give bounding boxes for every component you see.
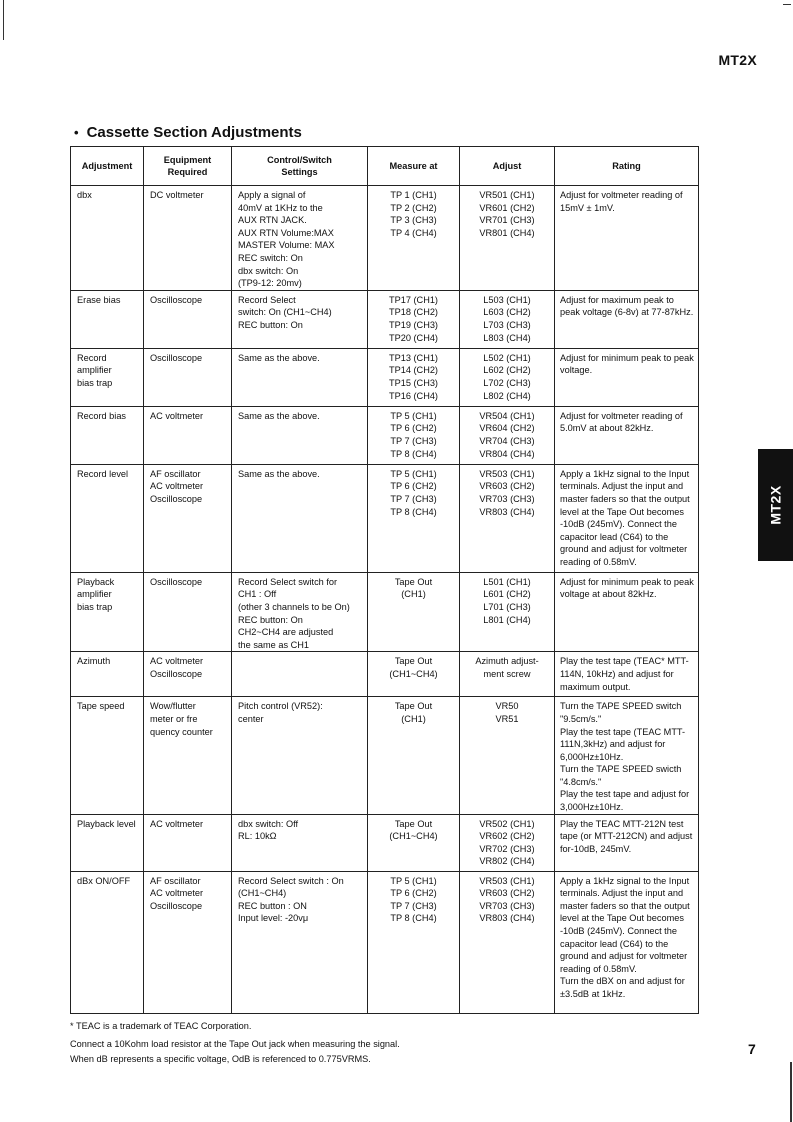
measure-cell-line: TP 2 (CH2): [390, 202, 437, 213]
table-row: [71, 652, 699, 697]
measure-cell: [368, 290, 460, 348]
equipment-cell-line: Oscilloscope: [150, 668, 203, 679]
control-cell-line: REC button: On: [238, 614, 303, 625]
measure-cell-line: TP 7 (CH3): [390, 900, 437, 911]
scan-edge-line-right: [790, 1062, 792, 1122]
measure-cell-line: TP 8 (CH4): [390, 448, 437, 459]
control-cell-line: REC button: On: [238, 319, 303, 330]
equipment-cell-line: DC voltmeter: [150, 190, 204, 200]
equipment-cell: [144, 652, 232, 697]
equipment-cell: [144, 186, 232, 291]
adjust-cell-line: VR703 (CH3): [479, 493, 535, 504]
control-cell-line: Same as the above.: [238, 410, 320, 421]
adjust-cell: [460, 652, 555, 697]
adjust-cell-line: L701 (CH3): [483, 601, 531, 612]
adjust-cell-line: VR803 (CH4): [479, 913, 535, 924]
rating-cell: [555, 572, 699, 652]
section-title-text: Cassette Section Adjustments: [86, 124, 302, 141]
adjust-cell-line: L502 (CH1): [483, 352, 531, 363]
adjustment-cell: [71, 290, 144, 348]
equipment-cell: [144, 697, 232, 814]
rating-cell-line: Turn the TAPE SPEED swicth "4.8cm/s.": [560, 764, 682, 787]
measure-cell-line: TP 6 (CH2): [390, 481, 437, 492]
adjust-cell: [460, 697, 555, 814]
adjust-cell-line: L503 (CH1): [483, 294, 531, 305]
equipment-cell: [144, 290, 232, 348]
rating-cell: [555, 186, 699, 291]
adjustment-cell-line: amplifier: [77, 365, 112, 376]
adjust-cell: [460, 871, 555, 1013]
adjust-cell-line: VR51: [495, 713, 519, 724]
adjust-cell-line: VR702 (CH3): [479, 843, 535, 854]
measure-cell-line: Tape Out: [394, 576, 433, 587]
rating-cell-line: Apply a 1kHz signal to the Input terminals. Adjust the input and master faders so that the output level at the Tape Out becomes -10dB (245mV). Connect the capacitor lead (C64) to the ground and adjust for voltmeter reading of 0.58mV.: [560, 468, 690, 567]
control-cell-line: AUX RTN JACK.: [238, 215, 307, 226]
equipment-cell-line: AC voltmeter: [150, 818, 204, 829]
adjust-cell-line: VR601 (CH2): [479, 202, 535, 213]
measure-cell-line: TP 3 (CH3): [390, 215, 437, 226]
adjustment-cell: [71, 814, 144, 871]
adjust-cell-line: VR603 (CH2): [479, 888, 535, 899]
measure-cell-line: (CH1): [401, 589, 426, 600]
adjust-cell-line: Azimuth adjust-: [475, 656, 539, 667]
measure-cell-line: TP15 (CH3): [388, 377, 438, 388]
adjust-cell-line: VR804 (CH4): [479, 448, 535, 459]
control-cell-line: Same as the above.: [238, 352, 320, 363]
control-cell-line: RL: 10kΩ: [238, 831, 277, 842]
equipment-cell-line: Oscilloscope: [150, 352, 203, 363]
control-cell-line: 40mV at 1KHz to the: [238, 202, 323, 213]
rating-cell-line: Adjust for maximum peak to peak voltage (6-8v) at 77-87kHz.: [560, 294, 694, 318]
measure-cell-line: TP13 (CH1): [388, 352, 438, 363]
table-row: [71, 814, 699, 871]
control-cell-line: CH2~CH4 are adjusted: [238, 627, 334, 638]
adjust-cell: [460, 814, 555, 871]
rating-cell-line: Turn the TAPE SPEED switch "9.5cm/s.": [560, 701, 682, 724]
rating-cell: [555, 697, 699, 814]
rating-cell-line: Adjust for voltmeter reading of 15mV ± 1mV.: [560, 190, 683, 213]
footnote-load: Connect a 10Kohm load resistor at the Tape Out jack when measuring the signal.: [70, 1039, 400, 1049]
adjust-cell-line: VR501 (CH1): [479, 190, 535, 200]
measure-cell-line: TP 5 (CH1): [390, 410, 437, 421]
measure-cell: [368, 871, 460, 1013]
equipment-cell-line: Wow/flutter: [150, 701, 196, 712]
control-cell-line: dbx switch: Off: [238, 818, 299, 829]
measure-cell-line: TP 5 (CH1): [390, 875, 437, 886]
adjustment-cell: [71, 464, 144, 572]
equipment-cell-line: Oscilloscope: [150, 576, 203, 587]
rating-cell: [555, 464, 699, 572]
table-row: [71, 871, 699, 1013]
adjustment-cell-line: Record level: [77, 468, 129, 479]
rating-cell: [555, 348, 699, 406]
adjust-cell-line: VR703 (CH3): [479, 900, 535, 911]
adjust-cell-line: VR504 (CH1): [479, 410, 535, 421]
equipment-cell: [144, 464, 232, 572]
control-cell-line: REC button : ON: [238, 900, 307, 911]
adjust-cell-line: VR603 (CH2): [479, 481, 535, 492]
rating-cell: [555, 871, 699, 1013]
measure-cell: [368, 186, 460, 291]
adjustment-cell: [71, 652, 144, 697]
adjust-cell-line: VR502 (CH1): [479, 818, 535, 829]
table-row: [71, 290, 699, 348]
adjustment-cell-line: Record bias: [77, 410, 127, 421]
control-cell: [232, 652, 368, 697]
measure-cell-line: TP17 (CH1): [388, 294, 438, 305]
footnote-reference: When dB represents a specific voltage, OdB is referenced to 0.775VRMS.: [70, 1054, 371, 1064]
measure-cell: [368, 348, 460, 406]
side-tab: [758, 449, 793, 561]
control-cell: [232, 572, 368, 652]
control-cell: [232, 406, 368, 464]
adjust-cell-line: L803 (CH4): [483, 332, 531, 343]
equipment-cell: [144, 572, 232, 652]
adjust-cell-line: L703 (CH3): [483, 319, 531, 330]
bullet-icon: •: [74, 125, 79, 140]
adjust-cell-line: L802 (CH4): [483, 390, 531, 401]
adjustment-cell-line: bias trap: [77, 377, 113, 388]
rating-cell-line: Play the test tape (TEAC* MTT-114N, 10kHz) and adjust for maximum output.: [560, 656, 689, 692]
control-cell-line: Apply a signal of: [238, 190, 306, 200]
control-cell: [232, 186, 368, 291]
adjust-cell: [460, 186, 555, 291]
adjustment-cell: [71, 697, 144, 814]
adjustment-cell: [71, 871, 144, 1013]
adjust-cell-line: L702 (CH3): [483, 377, 531, 388]
rating-cell: [555, 652, 699, 697]
measure-cell-line: TP19 (CH3): [388, 319, 438, 330]
measure-cell-line: TP 7 (CH3): [390, 493, 437, 504]
adjustment-cell-line: bias trap: [77, 601, 113, 612]
equipment-cell-line: Oscilloscope: [150, 900, 203, 911]
control-cell-line: Record Select: [238, 294, 296, 305]
adjust-cell-line: VR604 (CH2): [479, 423, 535, 434]
adjust-cell-line: VR704 (CH3): [479, 435, 535, 446]
adjust-cell-line: VR802 (CH4): [479, 856, 535, 867]
equipment-cell: [144, 814, 232, 871]
header-adjustment: Adjustment: [71, 147, 144, 186]
footnote-trademark: * TEAC is a trademark of TEAC Corporation.: [70, 1021, 252, 1031]
control-cell-line: Input level: -20vμ: [238, 913, 309, 924]
measure-cell-line: TP16 (CH4): [388, 390, 438, 401]
rating-cell-line: Adjust for minimum peak to peak voltage.: [560, 352, 694, 376]
control-cell-line: switch: On (CH1~CH4): [238, 307, 332, 318]
adjust-cell-line: VR701 (CH3): [479, 215, 535, 226]
adjust-cell-line: L601 (CH2): [483, 589, 531, 600]
control-cell-line: Record Select switch : On: [238, 875, 344, 886]
adjust-cell: [460, 348, 555, 406]
adjust-cell-line: VR50: [495, 701, 519, 712]
table-row: [71, 464, 699, 572]
header-adjust: Adjust: [460, 147, 555, 186]
adjust-cell-line: L603 (CH2): [483, 307, 531, 318]
control-cell-line: AUX RTN Volume:MAX: [238, 227, 334, 238]
header-measure: Measure at: [368, 147, 460, 186]
adjustments-table: [70, 146, 699, 1014]
adjust-cell-line: VR602 (CH2): [479, 831, 535, 842]
adjustment-cell-line: Azimuth: [77, 656, 111, 667]
measure-cell: [368, 652, 460, 697]
adjust-cell-line: ment screw: [483, 668, 531, 679]
adjustment-cell-line: dbx: [77, 190, 92, 200]
adjustment-cell: [71, 572, 144, 652]
equipment-cell-line: quency counter: [150, 726, 213, 737]
rating-cell-line: Play the test tape (TEAC MTT-111N,3kHz) and adjust for 6,000Hz±10Hz.: [560, 726, 686, 762]
adjustment-cell-line: Playback: [77, 576, 115, 587]
control-cell-line: REC switch: On: [238, 252, 303, 263]
adjustment-cell-line: Playback level: [77, 818, 136, 829]
section-title: [74, 124, 302, 141]
control-cell-line: MASTER Volume: MAX: [238, 240, 335, 251]
control-cell-line: (CH1~CH4): [238, 888, 287, 899]
adjustment-cell: [71, 348, 144, 406]
table-header-row: [71, 147, 699, 186]
adjust-cell-line: L501 (CH1): [483, 576, 531, 587]
equipment-cell-line: AC voltmeter: [150, 410, 204, 421]
adjust-cell: [460, 464, 555, 572]
measure-cell-line: TP 5 (CH1): [390, 468, 437, 479]
control-cell-line: the same as CH1: [238, 639, 309, 650]
header-rating: Rating: [555, 147, 699, 186]
equipment-cell-line: AC voltmeter: [150, 481, 204, 492]
adjustment-cell-line: amplifier: [77, 589, 112, 600]
equipment-cell-line: AC voltmeter: [150, 656, 204, 667]
rating-cell-line: Play the TEAC MTT-212N test tape (or MTT-212CN) and adjust for-10dB, 245mV.: [560, 818, 693, 854]
control-cell-line: dbx switch: On: [238, 265, 299, 276]
equipment-cell: [144, 406, 232, 464]
measure-cell-line: TP14 (CH2): [388, 365, 438, 376]
rating-cell-line: Adjust for voltmeter reading of 5.0mV at about 82kHz.: [560, 410, 683, 434]
control-cell-line: center: [238, 713, 264, 724]
control-cell: [232, 290, 368, 348]
measure-cell-line: TP20 (CH4): [388, 332, 438, 343]
rating-cell: [555, 290, 699, 348]
side-tab-label: MT2X: [767, 485, 784, 525]
adjustment-cell-line: Erase bias: [77, 294, 121, 305]
adjust-cell: [460, 406, 555, 464]
adjustment-cell: [71, 406, 144, 464]
control-cell: [232, 871, 368, 1013]
rating-cell: [555, 406, 699, 464]
rating-cell: [555, 814, 699, 871]
measure-cell-line: Tape Out: [394, 656, 433, 667]
control-cell-line: Record Select switch for: [238, 576, 338, 587]
measure-cell-line: TP 6 (CH2): [390, 888, 437, 899]
rating-cell-line: Play the test tape and adjust for 3,000Hz±10Hz.: [560, 789, 690, 813]
measure-cell: [368, 464, 460, 572]
adjust-cell-line: VR801 (CH4): [479, 227, 535, 238]
equipment-cell-line: meter or fre: [150, 713, 198, 724]
measure-cell: [368, 697, 460, 814]
equipment-cell: [144, 348, 232, 406]
measure-cell-line: TP 8 (CH4): [390, 913, 437, 924]
control-cell-line: (TP9-12: 20mv): [238, 278, 302, 289]
measure-cell: [368, 572, 460, 652]
equipment-cell: [144, 871, 232, 1013]
rating-cell-line: Turn the dBX on and adjust for ±3.5dB at 1kHz.: [560, 976, 685, 999]
adjustment-cell-line: Tape speed: [77, 701, 125, 712]
adjust-cell-line: L801 (CH4): [483, 614, 531, 625]
measure-cell-line: TP18 (CH2): [388, 307, 438, 318]
control-cell-line: (other 3 channels to be On): [238, 601, 350, 612]
equipment-cell-line: Oscilloscope: [150, 294, 203, 305]
control-cell: [232, 348, 368, 406]
rating-cell-line: Adjust for minimum peak to peak voltage at about 82kHz.: [560, 576, 694, 600]
equipment-cell-line: AF oscillator: [150, 875, 201, 886]
measure-cell: [368, 814, 460, 871]
control-cell: [232, 697, 368, 814]
model-id: MT2X: [718, 52, 757, 68]
table-row: [71, 186, 699, 291]
adjust-cell-line: VR503 (CH1): [479, 875, 535, 886]
adjustment-cell: [71, 186, 144, 291]
measure-cell: [368, 406, 460, 464]
measure-cell-line: TP 8 (CH4): [390, 506, 437, 517]
adjust-cell-line: L602 (CH2): [483, 365, 531, 376]
measure-cell-line: Tape Out: [394, 818, 433, 829]
control-cell-line: Pitch control (VR52):: [238, 701, 323, 712]
header-control: Control/Switch Settings: [232, 147, 368, 186]
control-cell-line: Same as the above.: [238, 468, 320, 479]
measure-cell-line: (CH1~CH4): [389, 831, 438, 842]
adjust-cell: [460, 290, 555, 348]
equipment-cell-line: AC voltmeter: [150, 888, 204, 899]
measure-cell-line: TP 4 (CH4): [390, 227, 437, 238]
scan-edge-mark: [783, 4, 791, 5]
adjust-cell: [460, 572, 555, 652]
rating-cell-line: Apply a 1kHz signal to the Input terminals. Adjust the input and master faders so that the output level at the Tape Out becomes -10dB (245mV). Connect the capacitor lead (C64) to the ground and adjust for voltmeter reading of 0.58mV.: [560, 875, 690, 974]
control-cell: [232, 814, 368, 871]
page-number: 7: [748, 1041, 756, 1057]
adjustment-cell-line: dBx ON/OFF: [77, 875, 131, 886]
scan-edge-line: [3, 0, 4, 40]
measure-cell-line: TP 1 (CH1): [390, 190, 437, 200]
adjust-cell-line: VR803 (CH4): [479, 506, 535, 517]
measure-cell-line: (CH1~CH4): [389, 668, 438, 679]
table-row: [71, 572, 699, 652]
adjustment-cell-line: Record: [77, 352, 107, 363]
adjust-cell-line: VR503 (CH1): [479, 468, 535, 479]
table-row: [71, 406, 699, 464]
equipment-cell-line: AF oscillator: [150, 468, 201, 479]
measure-cell-line: Tape Out: [394, 701, 433, 712]
equipment-cell-line: Oscilloscope: [150, 493, 203, 504]
control-cell: [232, 464, 368, 572]
table-row: [71, 348, 699, 406]
measure-cell-line: (CH1): [401, 713, 426, 724]
measure-cell-line: TP 7 (CH3): [390, 435, 437, 446]
header-equipment: Equipment Required: [144, 147, 232, 186]
table-row: [71, 697, 699, 814]
measure-cell-line: TP 6 (CH2): [390, 423, 437, 434]
control-cell-line: CH1 : Off: [238, 589, 277, 600]
